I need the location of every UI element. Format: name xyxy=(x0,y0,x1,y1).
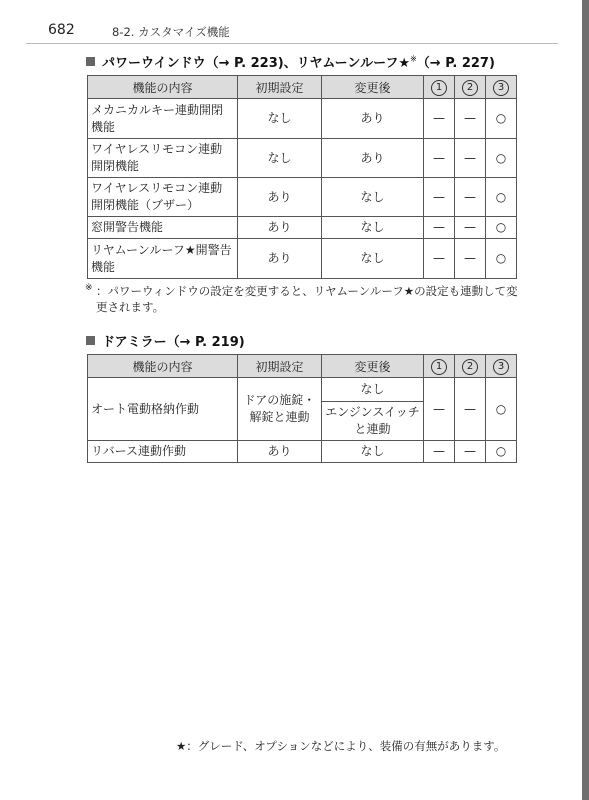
mode1-cell: — xyxy=(424,178,455,217)
mode2-cell: — xyxy=(455,139,486,178)
note-text: ：パワーウィンドウの設定を変更すると、リヤムーンルーフ★の設定も連動して変更されます。 xyxy=(96,284,518,314)
changed-cell: あり xyxy=(322,99,424,139)
col-header-changed: 変更後 xyxy=(322,355,424,378)
changed-cell: なし xyxy=(322,217,424,239)
mode3-cell: ○ xyxy=(486,239,517,279)
default-cell: ドアの施錠・解錠と連動 xyxy=(238,378,322,441)
table-row xyxy=(88,217,517,239)
default-cell: なし xyxy=(238,139,322,178)
mode1-cell: — xyxy=(424,239,455,279)
mode3-cell: ○ xyxy=(486,378,517,441)
changed-cell: なし xyxy=(322,178,424,217)
col-header-feature: 機能の内容 xyxy=(88,76,238,99)
changed-cell-b: エンジンスイッチと連動 xyxy=(322,402,424,441)
col-header-2: 2 xyxy=(455,355,486,378)
changed-cell: あり xyxy=(322,139,424,178)
table-row xyxy=(88,99,517,139)
feature-cell: メカニカルキー連動開閉機能 xyxy=(88,99,238,139)
mode2-cell: — xyxy=(455,99,486,139)
col-header-3: 3 xyxy=(486,76,517,99)
table-header-row xyxy=(88,76,517,99)
default-cell: あり xyxy=(238,217,322,239)
table-row xyxy=(88,441,517,463)
table-row xyxy=(88,178,517,217)
feature-cell: ワイヤレスリモコン連動開閉機能 xyxy=(88,139,238,178)
section-title-mark: ※ xyxy=(410,54,417,64)
section-title-power-window xyxy=(86,52,495,71)
page-edge-shadow xyxy=(582,0,589,800)
default-cell: あり xyxy=(238,178,322,217)
table-row xyxy=(88,139,517,178)
mode3-cell: ○ xyxy=(486,178,517,217)
mode2-cell: — xyxy=(455,441,486,463)
feature-cell: 窓開警告機能 xyxy=(88,217,238,239)
col-header-changed: 変更後 xyxy=(322,76,424,99)
section-bullet-square xyxy=(86,57,95,66)
mode1-cell: — xyxy=(424,139,455,178)
col-header-default: 初期設定 xyxy=(238,76,322,99)
mode3-cell: ○ xyxy=(486,139,517,178)
chapter-title: 8-2. カスタマイズ機能 xyxy=(112,25,230,39)
section-bullet-square xyxy=(86,336,95,345)
header-rule xyxy=(26,43,558,44)
mode3-cell: ○ xyxy=(486,217,517,239)
section-title-ref: （→ P. 227) xyxy=(416,56,495,71)
feature-cell: オート電動格納作動 xyxy=(88,378,238,441)
power-window-table xyxy=(87,75,517,279)
mode2-cell: — xyxy=(455,217,486,239)
col-header-default: 初期設定 xyxy=(238,355,322,378)
table-row xyxy=(88,378,517,402)
col-header-1: 1 xyxy=(424,355,455,378)
mode2-cell: — xyxy=(455,378,486,441)
col-header-3: 3 xyxy=(486,355,517,378)
col-header-feature: 機能の内容 xyxy=(88,355,238,378)
default-cell: なし xyxy=(238,99,322,139)
changed-cell: なし xyxy=(322,239,424,279)
footnote-power-window xyxy=(85,283,525,315)
table-header-row xyxy=(88,355,517,378)
col-header-1: 1 xyxy=(424,76,455,99)
mode1-cell: — xyxy=(424,441,455,463)
mode2-cell: — xyxy=(455,178,486,217)
mode3-cell: ○ xyxy=(486,99,517,139)
default-cell: あり xyxy=(238,441,322,463)
mode2-cell: — xyxy=(455,239,486,279)
mode3-cell: ○ xyxy=(486,441,517,463)
feature-cell: ワイヤレスリモコン連動開閉機能（ブザー） xyxy=(88,178,238,217)
changed-cell-a: なし xyxy=(322,378,424,402)
feature-cell: リヤムーンルーフ★開警告機能 xyxy=(88,239,238,279)
mode1-cell: — xyxy=(424,378,455,441)
section-title-text: ドアミラー（→ P. 219) xyxy=(102,335,245,350)
mode1-cell: — xyxy=(424,99,455,139)
section-title-text: パワーウインドウ（→ P. 223)、リヤムーンルーフ★ xyxy=(102,56,411,71)
feature-cell: リバース連動作動 xyxy=(88,441,238,463)
mode1-cell: — xyxy=(424,217,455,239)
footer-note: ★：グレード、オプションなどにより、装備の有無があります。 xyxy=(176,739,506,753)
default-cell: あり xyxy=(238,239,322,279)
note-mark: ※ xyxy=(85,283,93,293)
changed-cell: なし xyxy=(322,441,424,463)
page-number: 682 xyxy=(48,22,75,38)
table-row xyxy=(88,239,517,279)
page-header xyxy=(0,0,582,40)
col-header-2: 2 xyxy=(455,76,486,99)
section-title-door-mirror xyxy=(86,331,245,350)
door-mirror-table xyxy=(87,354,517,463)
